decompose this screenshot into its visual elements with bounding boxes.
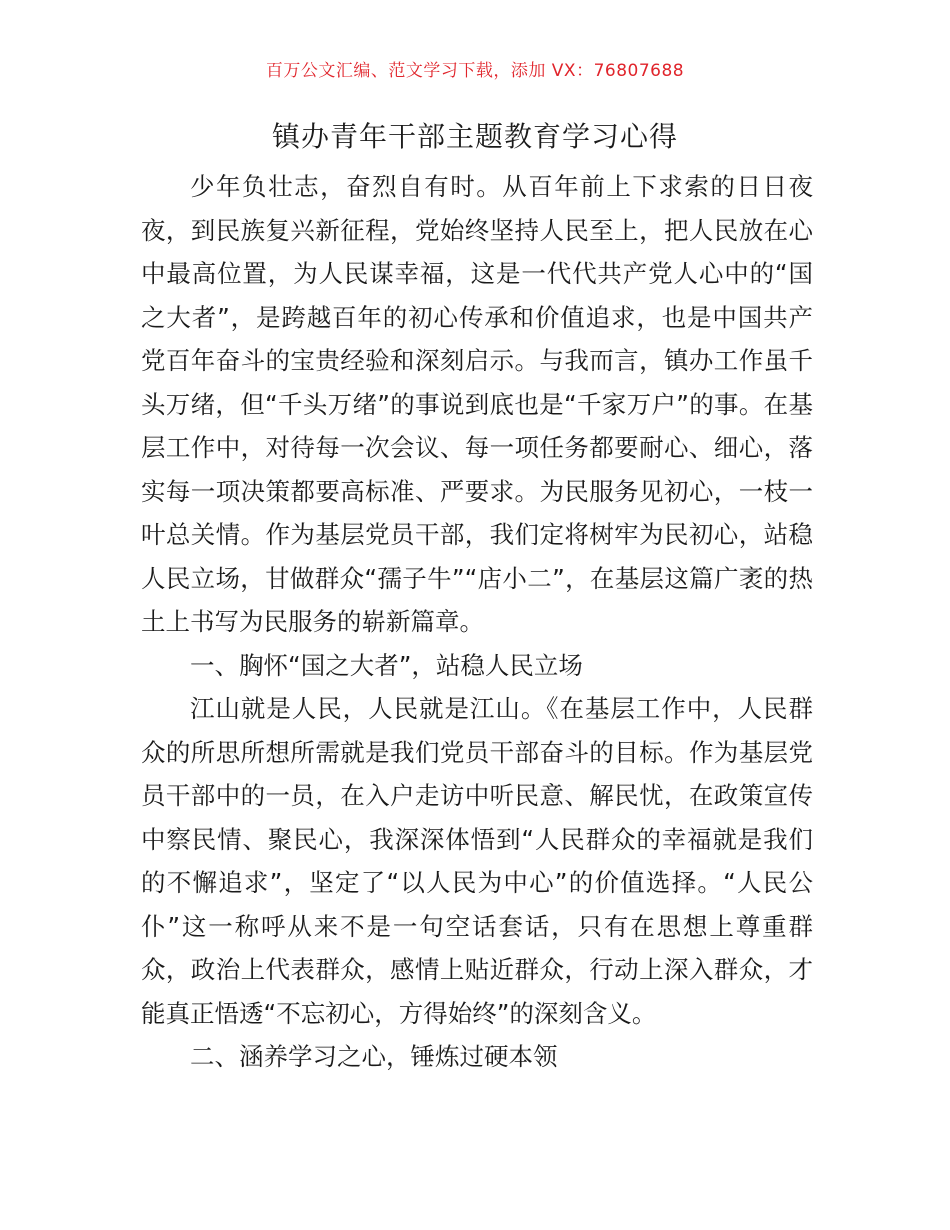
page-title: 镇办青年干部主题教育学习心得 (271, 120, 678, 153)
section-heading-2: 二、涵养学习之心，锤炼过硬本领 (190, 1042, 558, 1071)
section-heading-1: 一、胸怀“国之大者”，站稳人民立场 (190, 650, 583, 680)
intro-paragraph: 少年负壮志，奋烈自有时。从百年前上下求索的日日夜夜，到民族复兴新征程，党始终坚持人民至上，把人民放在心中最高位置，为人民谋幸福，这是一代代共产党人心中的“国之大者”，是跨越百年的初心传承和价值追求，也是中国共产党百年奋斗的宝贵经验和深刻启示。与我而言，镇办工作虽千头万绪，但“千头万绪”的事说到底也是“千家万户”的事。在基层工作中，对待每一次会议、每一项任务都要耐心、细心，落实每一项决策都要高标准、严要求。为民服务见初心，一枝一叶总关情。作为基层党员干部，我们定将树牢为民初心，站稳人民立场，甘做群众“孺子牛”“店小二”，在基层这篇广袤的热土上书写为民服务的崭新篇章。 (141, 172, 813, 636)
document-body (141, 165, 813, 1079)
section-1-paragraph: 江山就是人民，人民就是江山。《在基层工作中，人民群众的所思所想所需就是我们党员干部奋斗的目标。作为基层党员干部中的一员，在入户走访中听民意、解民忧，在政策宣传中察民情、聚民心，我深深体悟到“人民群众的幸福就是我们的不懈追求”，坚定了“以人民为中心”的价值选择。“人民公仆”这一称呼从来不是一句空话套话，只有在思想上尊重群众，政治上代表群众，感情上贴近群众，行动上深入群众，才能真正悟透“不忘初心，方得始终”的深刻含义。 (141, 694, 813, 1028)
header-watermark-note: 百万公文汇编、范文学习下载，添加 VX：76807688 (265, 61, 685, 81)
